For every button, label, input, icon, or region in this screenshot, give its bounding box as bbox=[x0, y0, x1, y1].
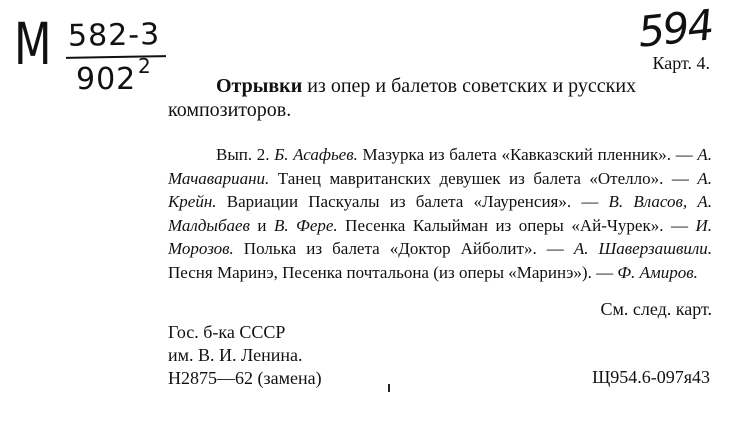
contents-text: Песенка Калыйман из оперы «Ай-Чурек». — bbox=[337, 215, 696, 235]
record-title bbox=[168, 74, 728, 122]
contents-text: и bbox=[249, 215, 275, 235]
stray-mark bbox=[388, 384, 390, 392]
author-name: В. Власов, А. Малдыбаев bbox=[168, 192, 712, 235]
contents-text: Вариации Паскуалы из балета «Лауренсия». — bbox=[216, 192, 609, 211]
author-name: Б. Асафьев. bbox=[274, 145, 358, 164]
author-name: Ф. Амиров. bbox=[617, 262, 698, 282]
record-contents bbox=[168, 143, 712, 284]
card-number-label: Карт. 4. bbox=[652, 53, 710, 73]
contents-text: Вып. 2. bbox=[216, 145, 275, 164]
author-name: А. Мачавариани. bbox=[168, 145, 712, 188]
handwritten-corner-number: 594 bbox=[635, 0, 715, 57]
author-name: А. Шаверзашвили. bbox=[573, 239, 712, 258]
title-bold-word: Отрывки bbox=[216, 75, 303, 97]
handwritten-fraction-line bbox=[66, 55, 166, 59]
handwritten-letter: М bbox=[14, 10, 51, 78]
contents-text: Мазурка из балета «Кавказский пленник». — bbox=[357, 145, 698, 164]
classification-code: Щ954.6-097я43 bbox=[592, 367, 710, 387]
title-rest: из опер и балетов советских и русских композиторов. bbox=[168, 75, 637, 121]
handwritten-shelfmark-top: 582-3 bbox=[67, 17, 161, 54]
library-name: Гос. б-ка СССР bbox=[168, 322, 286, 342]
contents-text: Танец мавританских девушек из балета «Отелло». — bbox=[269, 168, 698, 188]
handwritten-shelfmark-bottom: 902 bbox=[76, 62, 137, 97]
see-next-card: См. след. карт. bbox=[600, 299, 712, 319]
author-name: В. Фере. bbox=[274, 215, 338, 235]
contents-text: Песня Маринэ, Песенка почтальона (из оперы «Маринэ»). — bbox=[168, 262, 618, 282]
author-name: И. Морозов. bbox=[168, 215, 712, 258]
author-name: А. Крейн. bbox=[168, 168, 712, 211]
library-name-continued: им. В. И. Ленина. bbox=[168, 345, 303, 365]
handwritten-shelfmark-superscript: 2 bbox=[138, 54, 151, 78]
order-number: Н2875—62 (замена) bbox=[168, 368, 322, 388]
contents-text: Полька из балета «Доктор Айболит». — bbox=[233, 239, 574, 258]
